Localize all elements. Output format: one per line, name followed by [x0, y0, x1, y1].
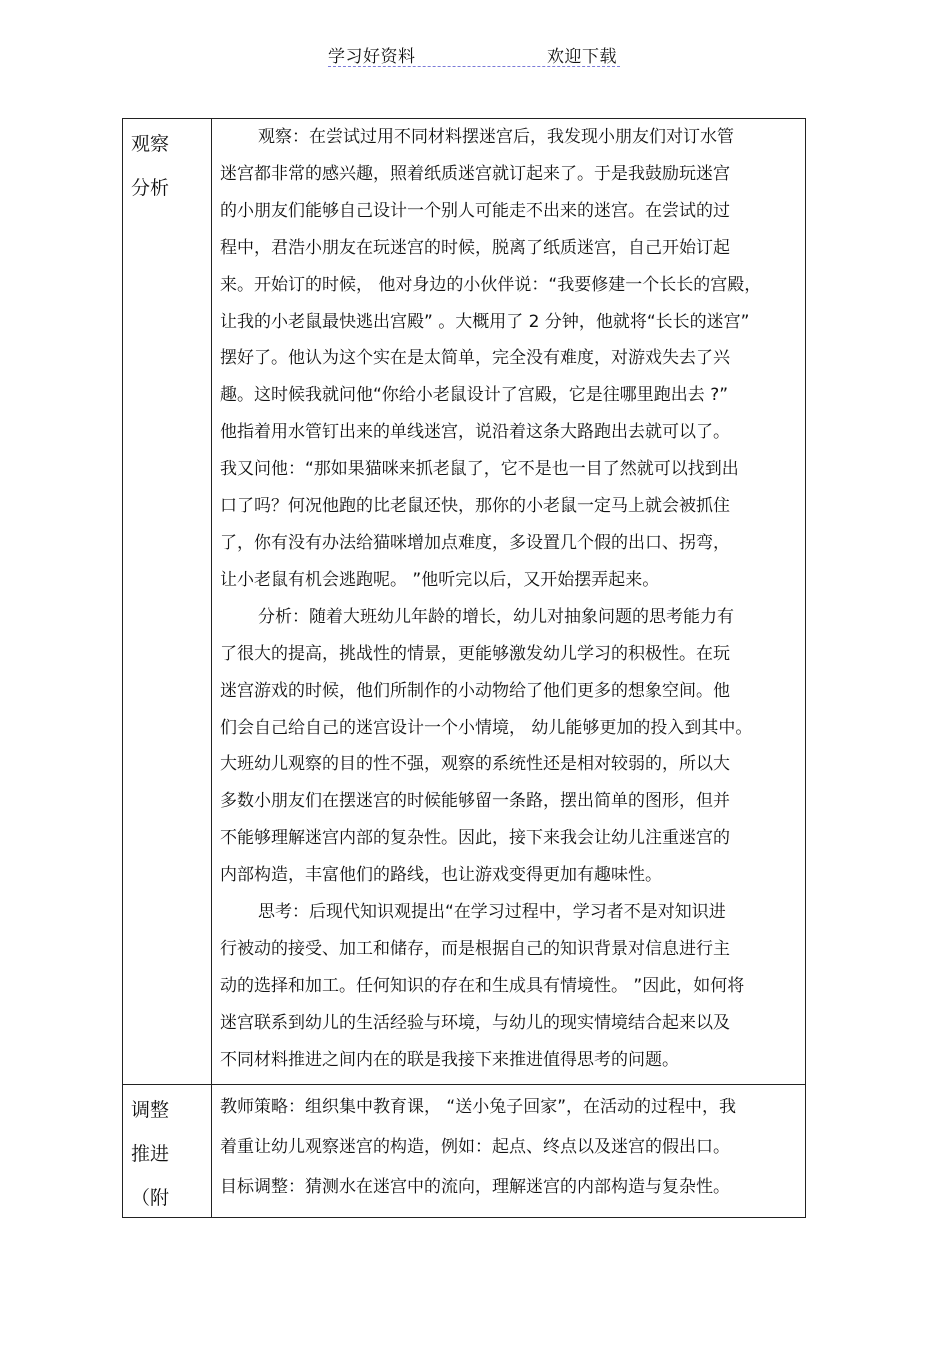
- text-line: 他指着用水管钉出来的单线迷宫，说沿着这条大路跑出去就可以了。: [220, 422, 730, 443]
- text-line: 教师策略：组织集中教育课， “送小兔子回家”，在活动的过程中，我: [220, 1097, 737, 1117]
- text-line: 分析：随着大班幼儿年龄的增长，幼儿对抽象问题的思考能力有: [258, 606, 734, 627]
- label-line: （附: [131, 1187, 170, 1209]
- text-line: 口了吗？何况他跑的比老鼠还快，那你的小老鼠一定马上就会被抓住: [220, 496, 730, 517]
- row-label-observation: [123, 119, 212, 1085]
- text-line: 行被动的接受、加工和储存，而是根据自己的知识背景对信息进行主: [220, 938, 730, 959]
- text-line: 来。开始订的时候， 他对身边的小伙伴说：“我要修建一个长长的宫殿，: [220, 274, 762, 295]
- text-line: 目标调整：猜测水在迷宫中的流向，理解迷宫的内部构造与复杂性。: [220, 1177, 730, 1197]
- text-line: 内部构造，丰富他们的路线，也让游戏变得更加有趣味性。: [220, 865, 662, 886]
- text-line: 多数小朋友们在摆迷宫的时候能够留一条路，摆出简单的图形，但并: [220, 791, 730, 812]
- text-line: 的小朋友们能够自己设计一个别人可能走不出来的迷宫。在尝试的过: [220, 200, 730, 221]
- table-row-observation: [123, 119, 806, 1085]
- text-line: 程中，君浩小朋友在玩迷宫的时候，脱离了纸质迷宫，自己开始订起: [220, 237, 730, 258]
- text-line: 不同材料推进之间内在的联是我接下来推进值得思考的问题。: [220, 1049, 679, 1070]
- text-line: 迷宫联系到幼儿的生活经验与环境，与幼儿的现实情境结合起来以及: [220, 1012, 730, 1033]
- text-line: 了，你有没有办法给猫咪增加点难度，多设置几个假的出口、拐弯，: [220, 532, 730, 553]
- text-line: 趣。这时候我就问他“你给小老鼠设计了宫殿，它是往哪里跑出去 ?”: [220, 385, 729, 406]
- text-line: 们会自己给自己的迷宫设计一个小情境， 幼儿能够更加的投入到其中。: [220, 717, 753, 738]
- page-header: [328, 40, 620, 67]
- row-content-observation: [212, 119, 806, 1085]
- label-line: 调整: [131, 1099, 170, 1121]
- record-table: [122, 118, 806, 1218]
- text-line: 我又问他：“那如果猫咪来抓老鼠了，它不是也一目了然就可以找到出: [220, 459, 739, 480]
- text-line: 思考：后现代知识观提出“在学习过程中，学习者不是对知识进: [258, 902, 726, 923]
- text-line: 摆好了。他认为这个实在是太简单，完全没有难度，对游戏失去了兴: [220, 348, 730, 369]
- text-line: 动的选择和加工。任何知识的存在和生成具有情境性。 ”因此，如何将: [220, 975, 745, 996]
- text-line: 着重让幼儿观察迷宫的构造，例如：起点、终点以及迷宫的假出口。: [220, 1137, 730, 1157]
- header-left-text: 学习好资料: [328, 47, 416, 67]
- label-line: 推进: [131, 1143, 170, 1165]
- text-line: 观察：在尝试过用不同材料摆迷宫后，我发现小朋友们对订水管: [258, 127, 734, 147]
- table-row-adjustment: [123, 1085, 806, 1218]
- text-line: 迷宫游戏的时候，他们所制作的小动物给了他们更多的想象空间。他: [220, 680, 730, 701]
- text-line: 大班幼儿观察的目的性不强，观察的系统性还是相对较弱的，所以大: [220, 754, 730, 775]
- text-line: 迷宫都非常的感兴趣，照着纸质迷宫就订起来了。于是我鼓励玩迷宫: [220, 163, 730, 184]
- text-line: 让我的小老鼠最快逃出宫殿” 。大概用了 2 分钟，他就将“长长的迷宫”: [220, 311, 750, 332]
- text-line: 让小老鼠有机会逃跑呢。 ”他听完以后，又开始摆弄起来。: [220, 569, 660, 590]
- header-right-text: 欢迎下载: [547, 47, 617, 67]
- text-line: 了很大的提高，挑战性的情景，更能够激发幼儿学习的积极性。在玩: [220, 643, 730, 664]
- label-line: 观察: [131, 133, 170, 155]
- row-content-adjustment: [212, 1085, 806, 1218]
- label-line: 分析: [131, 177, 170, 199]
- text-line: 不能够理解迷宫内部的复杂性。因此，接下来我会让幼儿注重迷宫的: [220, 828, 730, 849]
- row-label-adjustment: [123, 1085, 212, 1218]
